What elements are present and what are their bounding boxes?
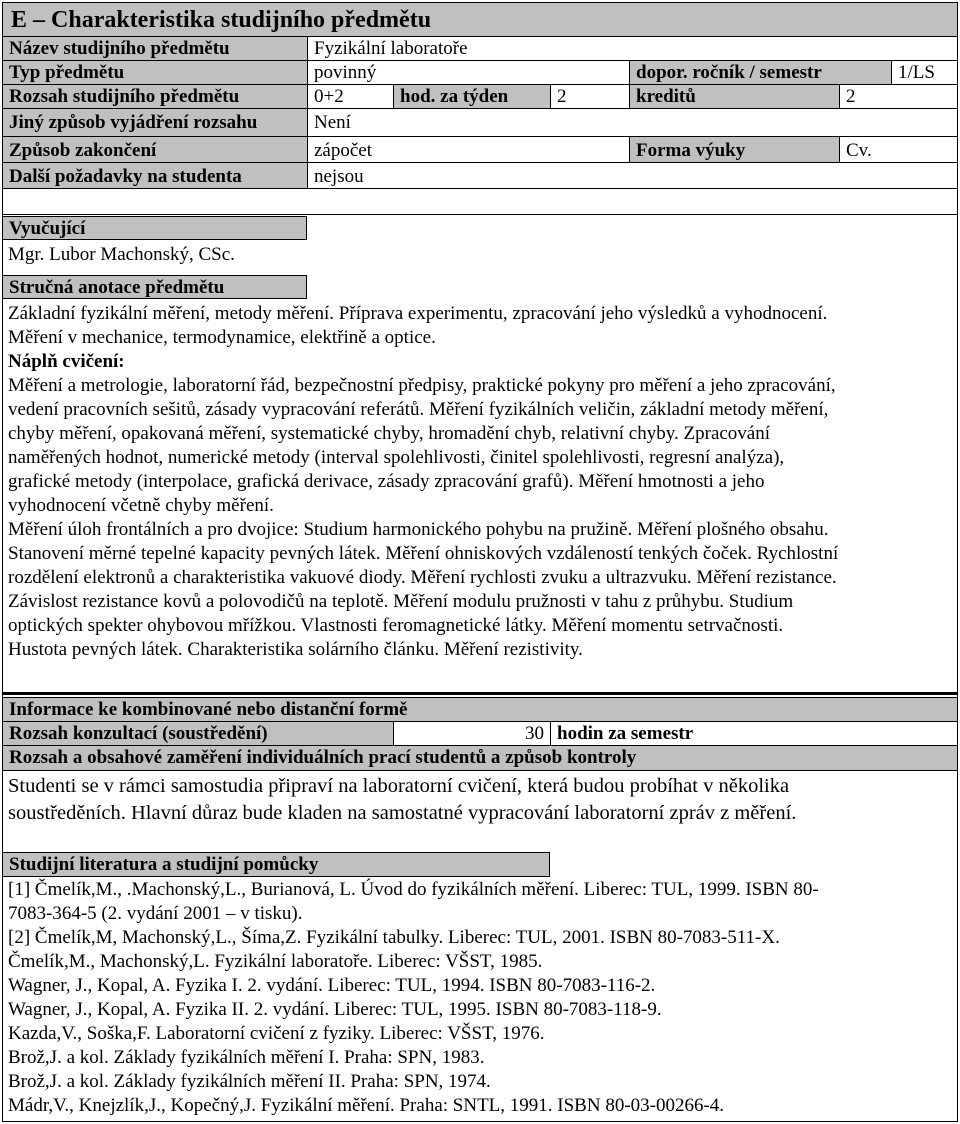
exercise-line: vyhodnocení včetně chyby měření. bbox=[8, 495, 274, 516]
subject-type-label: Typ předmětu bbox=[2, 60, 308, 85]
literature-item: Brož,J. a kol. Základy fyzikálních měření II. Praha: SPN, 1974. bbox=[8, 1071, 491, 1092]
literature-list bbox=[8, 878, 956, 1118]
other-scope-value: Není bbox=[307, 108, 958, 137]
lecturer-name: Mgr. Lubor Machonský, CSc. bbox=[8, 244, 235, 265]
spacer-row bbox=[2, 188, 958, 215]
credits-label: kreditů bbox=[629, 84, 840, 109]
hours-per-week-value: 2 bbox=[550, 84, 630, 109]
subject-type-value: povinný bbox=[307, 60, 630, 85]
completion-label: Způsob zakončení bbox=[2, 136, 308, 163]
literature-item: Wagner, J., Kopal, A. Fyzika I. 2. vydání. Liberec: TUL, 1994. ISBN 80-7083-116-2. bbox=[8, 975, 656, 996]
consultations-value: 30 bbox=[393, 721, 551, 746]
exercise-line: Měření úloh frontálních a pro dvojice: Studium harmonického pohybu na pružině. Měření plošného obsahu. bbox=[8, 519, 829, 540]
subject-name-label: Název studijního předmětu bbox=[2, 36, 308, 61]
literature-item: Kazda,V., Soška,F. Laboratorní cvičení z fyziky. Liberec: VŠST, 1976. bbox=[8, 1023, 545, 1044]
annotation-line: Měření v mechanice, termodynamice, elektřině a optice. bbox=[8, 327, 436, 348]
individual-work-line: Studenti se v rámci samostudia připraví na laboratorní cvičení, která budou probíhat v několika bbox=[8, 775, 790, 797]
literature-item: Čmelík,M., Machonský,L. Fyzikální laboratoře. Liberec: VŠST, 1985. bbox=[8, 951, 543, 972]
literature-item: 7083-364-5 (2. vydání 2001 – v tisku). bbox=[8, 903, 303, 924]
exercise-line: rozdělení elektronů a charakteristika vakuové diody. Měření rychlosti zvuku a ultrazvuku. Měření rezistance. bbox=[8, 567, 837, 588]
credits-value: 2 bbox=[839, 84, 958, 109]
scope-value: 0+2 bbox=[307, 84, 394, 109]
literature-label: Studijní literatura a studijní pomůcky bbox=[2, 852, 550, 877]
exercise-line: chyby měření, opakovaná měření, systematické chyby, hromadění chyb, relativní chyby. Zpracování bbox=[8, 423, 771, 444]
literature-item: Wagner, J., Kopal, A. Fyzika II. 2. vydání. Liberec: TUL, 1995. ISBN 80-7083-118-9. bbox=[8, 999, 662, 1020]
exercise-content-label: Náplň cvičení: bbox=[8, 351, 125, 372]
lecturer-label: Vyučující bbox=[2, 216, 307, 240]
requirements-value: nejsou bbox=[307, 162, 958, 189]
literature-item: [1] Čmelík,M., .Machonský,L., Burianová, L. Úvod do fyzikálních měření. Liberec: TUL, 1999. ISBN 80- bbox=[8, 879, 819, 900]
exercise-line: grafické metody (interpolace, grafická derivace, zásady zpracování grafů). Měření hmotnosti a jeho bbox=[8, 471, 765, 492]
hours-per-week-label: hod. za týden bbox=[393, 84, 551, 109]
annotation-text bbox=[8, 302, 956, 662]
exercise-line: Závislost rezistance kovů a polovodičů na teplotě. Měření modulu pružnosti v tahu z průhybu. Studium bbox=[8, 591, 794, 612]
scope-label: Rozsah studijního předmětu bbox=[2, 84, 308, 109]
subject-name-value: Fyzikální laboratoře bbox=[307, 36, 958, 61]
individual-work-label: Rozsah a obsahové zaměření individuálních prací studentů a způsob kontroly bbox=[2, 745, 958, 771]
annotation-line: Základní fyzikální měření, metody měření. Příprava experimentu, zpracování jeho výsledků a vyhodnocení. bbox=[8, 303, 828, 324]
other-scope-label: Jiný způsob vyjádření rozsahu bbox=[2, 108, 308, 137]
section-divider bbox=[2, 692, 958, 695]
year-semester-value: 1/LS bbox=[891, 60, 958, 85]
individual-work-line: soustředěních. Hlavní důraz bude kladen na samostatné vypracování laboratorní zpráv z měření. bbox=[8, 802, 797, 824]
teaching-form-label: Forma výuky bbox=[629, 136, 840, 163]
completion-value: zápočet bbox=[307, 136, 630, 163]
literature-item: Brož,J. a kol. Základy fyzikálních měření I. Praha: SPN, 1983. bbox=[8, 1047, 485, 1068]
exercise-line: Hustota pevných látek. Charakteristika solárního článku. Měření rezistivity. bbox=[8, 639, 583, 660]
exercise-line: Stanovení měrné tepelné kapacity pevných látek. Měření ohniskových vzdáleností tenkých čoček. Rychlostní bbox=[8, 543, 839, 564]
form-title: E – Charakteristika studijního předmětu bbox=[2, 2, 958, 37]
exercise-line: optických spekter ohybovou mřížkou. Vlastnosti feromagnetické látky. Měření momentu setrvačnosti. bbox=[8, 615, 784, 636]
combined-form-label: Informace ke kombinované nebo distanční formě bbox=[2, 697, 958, 722]
literature-item: [2] Čmelík,M, Machonský,L., Šíma,Z. Fyzikální tabulky. Liberec: TUL, 2001. ISBN 80-7083-511-X. bbox=[8, 927, 780, 948]
individual-work-text bbox=[8, 773, 956, 827]
consultations-unit: hodin za semestr bbox=[550, 721, 958, 746]
annotation-label: Stručná anotace předmětu bbox=[2, 275, 307, 299]
exercise-line: Měření a metrologie, laboratorní řád, bezpečnostní předpisy, praktické pokyny pro měření a jeho zpracování, bbox=[8, 375, 836, 396]
exercise-line: naměřených hodnot, numerické metody (interval spolehlivosti, činitel spolehlivosti, regresní analýza), bbox=[8, 447, 785, 468]
requirements-label: Další požadavky na studenta bbox=[2, 162, 308, 189]
literature-item: Mádr,V., Knejzlík,J., Kopečný,J. Fyzikální měření. Praha: SNTL, 1991. ISBN 80-03-00266-4. bbox=[8, 1095, 725, 1116]
exercise-line: vedení pracovních sešitů, zásady vypracování referátů. Měření fyzikálních veličin, základní metody měření, bbox=[8, 399, 829, 420]
consultations-label: Rozsah konzultací (soustředění) bbox=[2, 721, 394, 746]
year-semester-label: dopor. ročník / semestr bbox=[629, 60, 892, 85]
teaching-form-value: Cv. bbox=[839, 136, 958, 163]
